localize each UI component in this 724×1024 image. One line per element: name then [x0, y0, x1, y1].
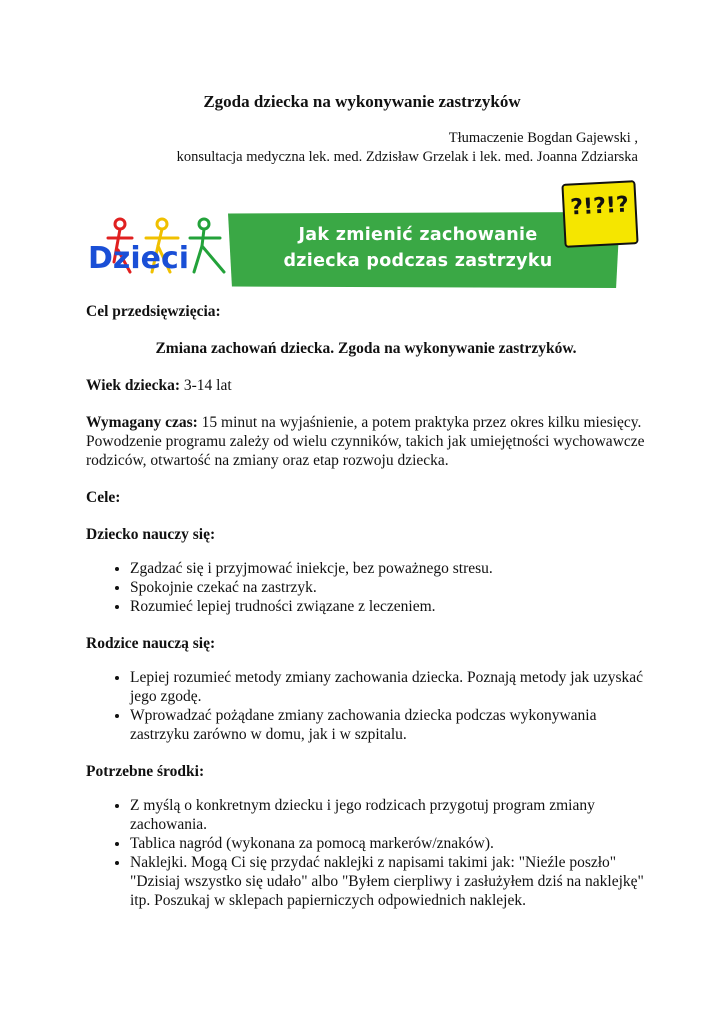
age-value: 3-14 lat: [180, 377, 232, 394]
parents-heading: Rodzice nauczą się:: [86, 635, 216, 652]
child-list: [86, 559, 646, 616]
time-label: Wymagany czas:: [86, 414, 198, 431]
age-paragraph: [86, 376, 646, 395]
logo-text: Dzieci: [88, 241, 190, 276]
list-item: • Z myślą o konkretnym dziecku i jego rodzicach przygotuj program zmiany zachowania.: [130, 796, 646, 834]
list-item: • Tablica nagród (wykonana za pomocą markerów/znaków).: [130, 834, 646, 853]
document-body: [86, 302, 646, 910]
credits-consultation: konsultacja medyczna lek. med. Zdzisław Grzelak i lek. med. Joanna Zdziarska: [176, 149, 638, 165]
question-bubble-icon: [561, 180, 638, 248]
banner-heading: [228, 222, 608, 274]
banner-line-2: dziecka podczas zastrzyku: [283, 251, 553, 271]
list-item: • Zgadzać się i przyjmować iniekcje, bez poważnego stresu.: [130, 559, 646, 578]
list-item: • Wprowadzać pożądane zmiany zachowania dziecka podczas wykonywania zastrzyku zarówno w domu, jak i w szpitalu.: [130, 706, 646, 744]
goal-heading: Cel przedsięwzięcia:: [86, 303, 221, 320]
resources-list: [86, 796, 646, 910]
bubble-text: ?!?!?: [569, 192, 630, 221]
list-item: • Rozumieć lepiej trudności związane z leczeniem.: [130, 597, 646, 616]
aims-heading: Cele:: [86, 489, 121, 506]
resources-heading: Potrzebne środki:: [86, 763, 205, 780]
parents-list: [86, 668, 646, 744]
list-item: • Lepiej rozumieć metody zmiany zachowania dziecka. Poznają metody jak uzyskać jego zgodę.: [130, 668, 646, 706]
list-item: • Spokojnie czekać na zastrzyk.: [130, 578, 646, 597]
age-label: Wiek dziecka:: [86, 377, 180, 394]
credits-translator: Tłumaczenie Bogdan Gajewski ,: [448, 130, 638, 146]
banner: [86, 182, 638, 288]
credits: [177, 129, 638, 167]
time-paragraph: [86, 413, 646, 470]
goal-text: Zmiana zachowań dziecka. Zgoda na wykonywanie zastrzyków.: [155, 340, 577, 357]
child-heading: Dziecko nauczy się:: [86, 526, 216, 543]
time-value: 15 minut na wyjaśnienie, a potem praktyka przez okres kilku miesięcy. Powodzenie programu zależy od wielu czynników, takich jak umiejętności wychowawcze rodziców, otwartość na zmiany oraz etap rozwoju dziecka.: [86, 414, 645, 469]
list-item: • Naklejki. Mogą Ci się przydać naklejki z napisami takimi jak: "Nieźle poszło" "Dzisiaj wszystko się udało" albo "Byłem cierpliwy i zasłużyłem dziś na naklejkę" itp. Poszukaj w sklepach papierniczych odpowiednich naklejek.: [130, 853, 646, 910]
banner-line-1: Jak zmienić zachowanie: [298, 225, 538, 245]
dzieci-logo: [86, 216, 236, 278]
document-title: Zgoda dziecka na wykonywanie zastrzyków: [203, 92, 521, 111]
